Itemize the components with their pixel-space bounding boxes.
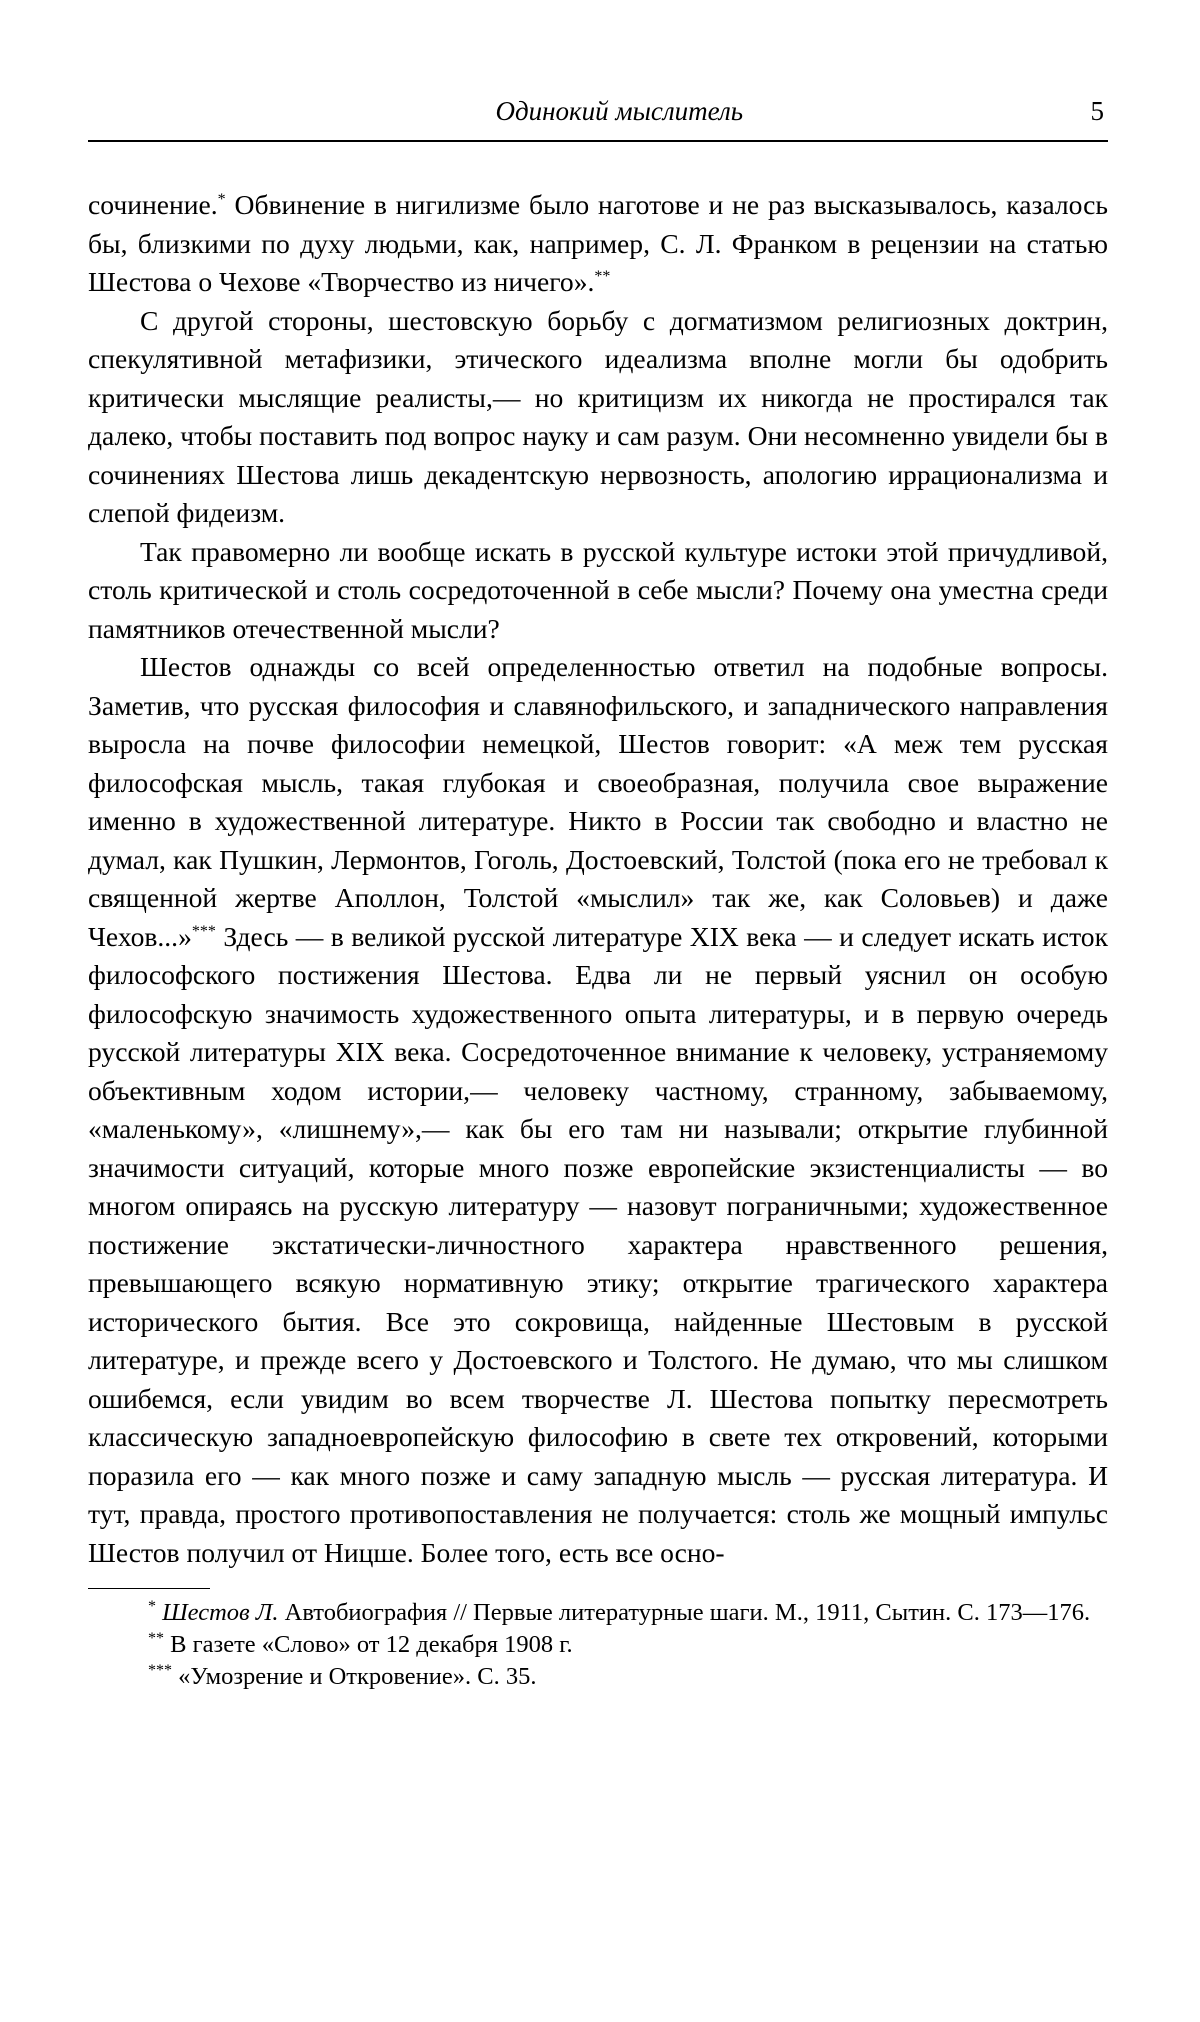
text-segment: Шестов однажды со всей определенностью ответил на подобные вопросы. Заметив, что русская философия и славянофильского, и западнического направления выросла на почве философии немецкой, Шестов говорит: «А меж тем русская философская мысль, такая глубокая и своеобразная, получила свое выражение именно в художественной литературе. Никто в России так свободно и властно не думал, как Пушкин, Лермонтов, Гоголь, Достоевский, Толстой (пока его не требовал к священной жертве Аполлон, Толстой «мыслил» так же, как Соловьев) и даже Чехов...» xyxy=(88,651,1108,952)
running-title: Одинокий мыслитель xyxy=(88,96,1091,127)
footnote xyxy=(88,1661,1108,1693)
text-segment: Обвинение в нигилизме было наготове и не раз высказывалось, казалось бы, близкими по духу людьми, как, например, С. Л. Франком в рецензии на статью Шестова о Чехове «Творчество из ничего». xyxy=(88,189,1108,297)
footnote-text: В газете «Слово» от 12 декабря 1908 г. xyxy=(170,1631,573,1658)
footnotes xyxy=(88,1597,1108,1693)
footnote-author: Шестов Л. xyxy=(162,1599,278,1626)
footnote xyxy=(88,1597,1108,1629)
footnote-mark: ** xyxy=(148,1630,164,1647)
footnote-text: «Умозрение и Откровение». С. 35. xyxy=(178,1663,536,1690)
footnote-divider xyxy=(88,1588,210,1589)
page-number: 5 xyxy=(1091,96,1109,127)
footnote-marker: *** xyxy=(192,922,216,939)
footnote-marker: * xyxy=(218,191,226,208)
footnote-mark: * xyxy=(148,1598,156,1615)
text-segment: Здесь — в великой русской литературе XIX века — и следует искать исток философского постижения Шестова. Едва ли не первый уяснил он особую философскую значимость художественного опыта литературы, и в первую очередь русской литературы XIX века. Сосредоточенное внимание к человеку, устраняемому объективным ходом истории,— человеку частному, странному, забываемому, «маленькому», «лишнему»,— как бы его там ни называли; открытие глубинной значимости ситуаций, которые много позже европейские экзистенциалисты — во многом опираясь на русскую литературу — назовут пограничными; художественное постижение экстатически-личностного характера нравственного решения, превышающего всякую нормативную этику; открытие трагического характера исторического бытия. Все это сокровища, найденные Шестовым в русской литературе, и прежде всего у Достоевского и Толстого. Не думаю, что мы слишком ошибемся, если увидим во всем творчестве Л. Шестова попытку пересмотреть классическую западноевропейскую философию в свете тех откровений, которыми поразила его — как много позже и саму западную мысль — русская литература. И тут, правда, простого противопоставления не получается: столь же мощный импульс Шестов получил от Ницше. Более того, есть все осно- xyxy=(88,921,1108,1568)
text-segment: Так правомерно ли вообще искать в русской культуре истоки этой причудливой, столь критической и столь сосредоточенной в себе мысли? Почему она уместна среди памятников отечественной мысли? xyxy=(88,536,1108,644)
body-text xyxy=(88,186,1108,1572)
paragraph xyxy=(88,186,1108,302)
text-segment: сочинение. xyxy=(88,189,218,220)
footnote-text: Автобиография // Первые литературные шаги. М., 1911, Сытин. С. 173—176. xyxy=(279,1599,1091,1626)
paragraph xyxy=(88,648,1108,1572)
footnote-marker: ** xyxy=(594,268,610,285)
paragraph xyxy=(88,302,1108,533)
paragraph xyxy=(88,533,1108,649)
footnote-mark: *** xyxy=(148,1662,172,1679)
text-segment: С другой стороны, шестовскую борьбу с догматизмом религиозных доктрин, спекулятивной метафизики, этического идеализма вполне могли бы одобрить критически мыслящие реалисты,— но критицизм их никогда не простирался так далеко, чтобы поставить под вопрос науку и сам разум. Они несомненно увидели бы в сочинениях Шестова лишь декадентскую нервозность, апологию иррационализма и слепой фидеизм. xyxy=(88,305,1108,529)
footnote xyxy=(88,1629,1108,1661)
running-header xyxy=(88,96,1108,142)
book-page xyxy=(88,96,1108,1693)
